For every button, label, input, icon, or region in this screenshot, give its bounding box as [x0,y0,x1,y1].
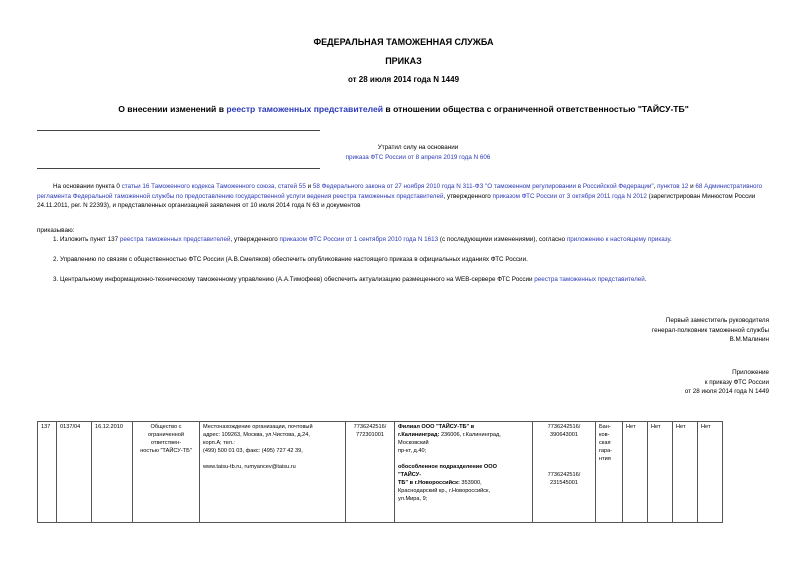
org-line: ограниченной [147,432,185,438]
appendix-date: от 28 июля 2014 года N 1449 [684,388,769,395]
order-2012-link[interactable]: приказом ФТС России от 3 октября 2011 года N 2012 [492,192,647,200]
appendix-ref: к приказу ФТС России [704,378,769,386]
preamble-text: (зарегистрирован Минюстом России 24.11.2011, рег. N 22393), и представленных организацией заявления от 10 июля 2014 года N 63 и документов [37,192,756,209]
address-line: Местонахождение организации, почтовый [203,424,313,430]
cell-no: Нет [698,422,723,523]
branch-address: Московский [398,440,429,446]
item-text: 3. Центральному информационно-техническому таможенному управлению (А.А.Тимофеев) обеспечить актуализацию размещенного на WEB-сервере ФТС России [53,276,535,283]
preamble-text: , [653,183,658,190]
branch-inn-line: 390643001 [550,432,578,438]
signer-name: В.М.Малинин [729,336,769,343]
orders-intro: приказываю: [37,227,75,234]
inn-line: 7736242516/ [353,424,387,430]
cell-date: 16.12.2010 [92,422,133,523]
cell-address [200,422,346,523]
signature-block [652,316,769,345]
item-text: . [644,276,647,283]
guarantee-line: гара- [599,448,613,454]
branch-name: Филиал ООО "ТАЙСУ-ТБ" в [398,424,475,430]
branch-name: г.Калининград: [398,432,440,438]
website-email: www.taisu-tb.ru, rumyancev@taisu.ru [203,464,296,470]
branch-address: Краснодарский кр., г.Новороссийск, [398,488,491,494]
document-type: ПРИКАЗ [385,56,422,66]
regulation-link[interactable]: 68 Административного регламента Федеральной таможенной службы по предоставлению государственной услуги ведения реестра таможенных представителей [37,183,763,200]
registry-link[interactable]: реестра таможенных представителей [119,236,231,243]
branch-inn-line: 7736242516/ [547,472,581,478]
guarantee-line: ская [599,440,611,446]
branch-name: обособленное подразделение ООО [398,464,497,470]
org-line: ностью "ТАЙСУ-ТБ" [140,448,192,454]
signer-position: Первый заместитель руководителя [665,317,769,324]
address-line: корп.А; тел.: [203,440,235,446]
org-line: Общество с [150,424,182,430]
status-line: Утратил силу на основании [377,144,459,151]
divider-bottom [37,168,320,169]
agency-title: ФЕДЕРАЛЬНАЯ ТАМОЖЕННАЯ СЛУЖБА [313,37,494,47]
points-link[interactable]: пунктов 12 [657,183,689,190]
org-line: ответствен- [150,440,182,446]
cell-branch-inn [533,422,596,523]
cell-number: 137 [38,422,57,523]
divider-top [37,130,320,131]
federal-law-link[interactable]: 58 Федерального закона от 27 ноября 2010 года N 311-ФЗ "О таможенном регулировании в Российской Федерации" [312,183,654,190]
inn-line: 772301001 [356,432,384,438]
item-text: . [670,236,672,243]
branch-address: ул.Мира, 9; [398,496,428,502]
document-subject [0,104,807,114]
preamble-paragraph [37,182,773,211]
preamble-text: и [305,183,313,190]
signer-rank: генерал-полковник таможенной службы [651,326,769,334]
cell-no: Нет [648,422,673,523]
order-item-1 [53,235,773,245]
appendix-heading [685,368,769,397]
guarantee-line: нтия [599,456,611,462]
preamble-text: , утвержденного [443,192,493,200]
registry-table [37,421,723,523]
cell-organization [133,422,200,523]
branch-address: 353900, [459,480,482,486]
address-line: (499) 500 01 03, факс: (495) 727 42 39, [203,448,303,454]
preamble-text: и [688,183,696,190]
appendix-link[interactable]: приложению к настоящему приказу [566,236,671,243]
document-date: от 28 июля 2014 года N 1449 [347,75,460,84]
item-text: , утвержденного [230,236,280,243]
order-item-2: 2. Управлению по связям с общественностью ФТС России (А.В.Смеляков) обеспечить опубликование настоящего приказа в официальных изданиях ФТС России. [53,256,528,263]
branch-address: пр-кт, д.40; [398,448,427,454]
address-line: адрес: 109263, Москва, ул.Чистова, д.24, [203,432,310,438]
branch-address: 236006, г.Калининград, [439,432,501,438]
branch-name: "ТАЙСУ- [398,472,422,478]
registry-link[interactable]: реестр таможенных представителей [226,104,384,114]
subject-text-start: О внесении изменений в [118,104,227,114]
item-text: (с последующими изменениями), согласно [438,236,567,243]
cell-branches [395,422,533,523]
guarantee-line: ков- [599,432,610,438]
appendix-title: Приложение [732,369,769,376]
preamble-text: На основании пункта 0 [53,183,122,190]
customs-code-link[interactable]: статьи 16 Таможенного кодекса Таможенного союза, статей 55 [121,183,306,190]
guarantee-line: Бан- [599,424,611,430]
repeal-order-link[interactable]: приказа ФТС России от 8 апреля 2019 года N 606 [345,153,491,161]
branch-inn-line: 231545001 [550,480,578,486]
cell-reg-number: 0137/04 [57,422,92,523]
cell-no: Нет [623,422,648,523]
table-row [38,422,723,523]
branch-inn-line: 7736242516/ [547,424,581,430]
item-text: 1. Изложить пункт 137 [53,236,120,243]
subject-text-end: в отношении общества с ограниченной ответственностью "ТАЙСУ-ТБ" [383,104,689,114]
order-item-3 [53,275,773,285]
cell-guarantee [596,422,623,523]
order-1613-link[interactable]: приказом ФТС России от 1 сентября 2010 года N 1613 [279,236,439,243]
registry-link[interactable]: реестра таможенных представителей [534,276,645,283]
status-note [330,143,506,162]
branch-name: ТБ" в г.Новороссийск: [398,480,460,486]
cell-no: Нет [673,422,698,523]
cell-inn [346,422,395,523]
